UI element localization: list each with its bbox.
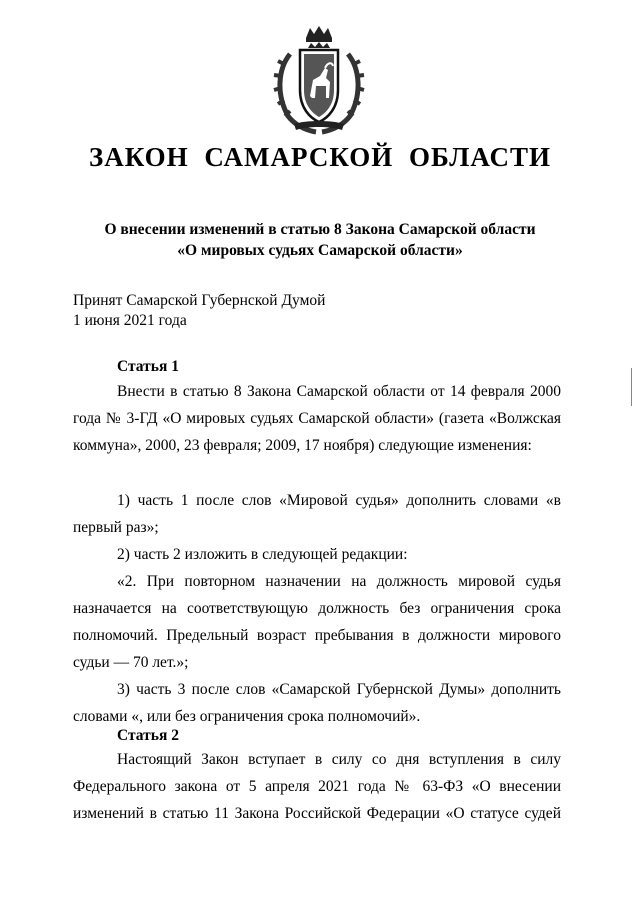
subtitle-line: О внесении изменений в статью 8 Закона Самарской области [104, 221, 536, 238]
adoption-block [73, 291, 325, 331]
article-1-item-2-text: «2. При повторном назначении на должность мировой судья назначается на соответствующую должность без ограничения срока полномочий. Предельный возраст пребывания в должности мирового судьи — 70 лет.»; [73, 573, 561, 671]
article-1-intro: Внести в статью 8 Закона Самарской области от 14 февраля 2000 года № 3-ГД «О мировых судьях Самарской области» (газета «Волжская коммуна», 2000, 23 февраля; 2009, 17 ноября) следующие изменения: [73, 383, 561, 454]
law-title: ЗАКОН САМАРСКОЙ ОБЛАСТИ [89, 142, 551, 172]
article-2-heading: Статья 2 [117, 727, 179, 744]
article-1-item-2: 2) часть 2 изложить в следующей редакции: [117, 546, 408, 563]
adoption-body: Принят Самарской Губернской Думой [73, 292, 326, 309]
article-2-text: Настоящий Закон вступает в силу со дня вступления в силу Федерального закона от 5 апреля 2021 года № 63-ФЗ «О внесении изменений в статью 11 Закона Российской Федерации «О статусе судей [73, 751, 561, 822]
coat-of-arms-emblem [270, 24, 368, 136]
law-subtitle [0, 219, 640, 261]
article-1-item-3: 3) часть 3 после слов «Самарской Губернской Думы» дополнить словами «, или без ограничения срока полномочий». [73, 681, 561, 725]
article-1-heading: Статья 1 [117, 358, 179, 375]
adoption-date: 1 июня 2021 года [73, 312, 187, 329]
margin-scan-mark [631, 368, 636, 406]
article-1-item-1: 1) часть 1 после слов «Мировой судья» дополнить словами «в первый раз»; [73, 492, 561, 536]
subtitle-line: «О мировых судьях Самарской области» [177, 242, 463, 259]
